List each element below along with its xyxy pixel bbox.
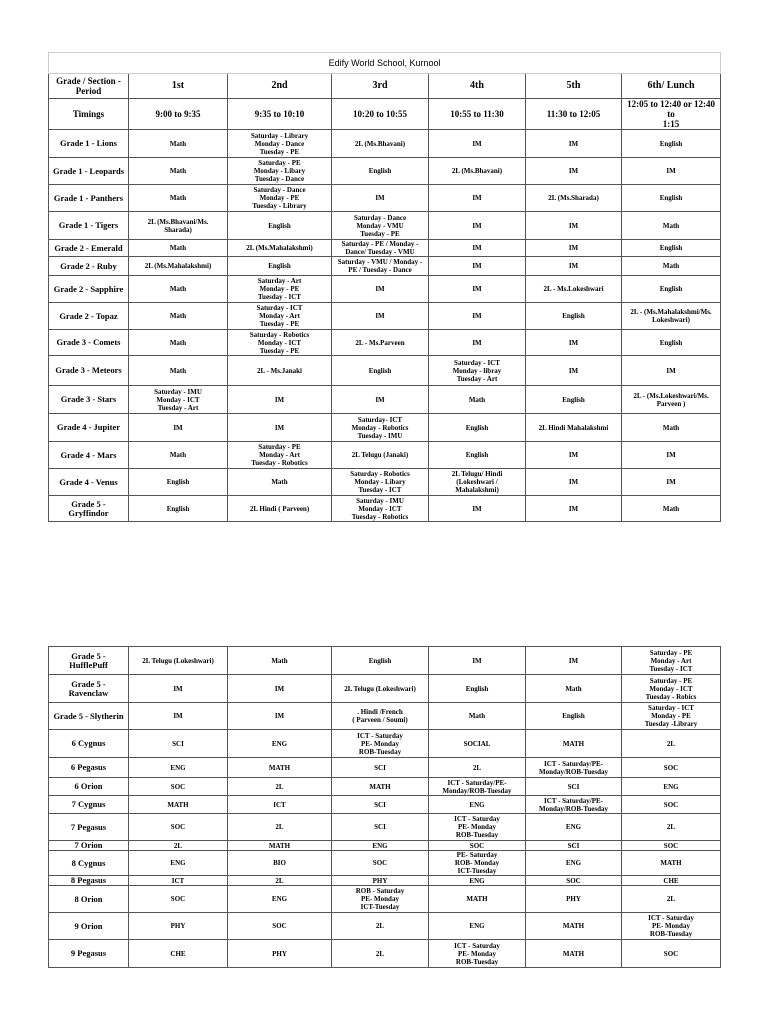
table-cell: 2L (Ms.Bhavani)	[332, 130, 429, 158]
table-cell: 2L	[228, 814, 332, 841]
table-cell: 2L	[129, 841, 228, 851]
table-cell: IM	[332, 303, 429, 330]
table-cell: IM	[429, 257, 526, 276]
table-row	[49, 796, 721, 814]
table-row	[49, 356, 721, 386]
timings-cell: 10:20 to 10:55	[332, 99, 429, 130]
row-header-cell: Grade 3 - Stars	[49, 386, 129, 414]
table-cell: MATH	[622, 851, 721, 876]
table-cell: English	[429, 442, 526, 469]
table-cell: English	[228, 257, 332, 276]
table-cell: IM	[429, 130, 526, 158]
table-cell: Saturday - PE Monday - Libary Tuesday - Dance	[228, 158, 332, 185]
table-cell: Saturday - IMU Monday - ICT Tuesday - Art	[129, 386, 228, 414]
table-cell: SOC	[228, 913, 332, 940]
table-cell: PHY	[228, 940, 332, 968]
timetable-table-2	[48, 646, 721, 968]
header-cell: 4th	[429, 74, 526, 99]
table-cell: 2L Telugu (Lokeshwari)	[332, 675, 429, 703]
table-cell: IM	[129, 414, 228, 442]
table-cell: English	[622, 276, 721, 303]
table-cell: MATH	[526, 730, 622, 758]
table-row	[49, 851, 721, 876]
header-cell: 2nd	[228, 74, 332, 99]
timetable-2-body	[49, 647, 721, 968]
table-cell: English	[526, 703, 622, 730]
table-cell: English	[526, 386, 622, 414]
table-cell: Saturday - Robotics Monday - Libary Tuesday - ICT	[332, 469, 429, 496]
table-cell: Math	[429, 386, 526, 414]
table-cell: IM	[526, 496, 622, 522]
table-cell: ICT - Saturday/PE- Monday/ROB-Tuesday	[526, 796, 622, 814]
table-cell: Saturday - Dance Monday - PE Tuesday - Library	[228, 185, 332, 212]
table-cell: MATH	[129, 796, 228, 814]
table-cell: IM	[429, 496, 526, 522]
table-cell: ICT - Saturday PE- Monday ROB-Tuesday	[429, 814, 526, 841]
table-cell: ENG	[429, 913, 526, 940]
table-cell: . Hindi /French ( Parveen / Soumi)	[332, 703, 429, 730]
row-header-cell: Grade 5 - Gryffindor	[49, 496, 129, 522]
table-cell: Math	[129, 330, 228, 356]
table-cell: English	[429, 414, 526, 442]
table-cell: ENG	[526, 814, 622, 841]
table-cell: 2L (Ms.Mahalakshmi)	[129, 257, 228, 276]
row-header-cell: Grade 1 - Lions	[49, 130, 129, 158]
table-cell: 2L Telugu (Janaki)	[332, 442, 429, 469]
table-cell: MATH	[526, 913, 622, 940]
table-cell: Saturday - Library Monday - Dance Tuesday - PE	[228, 130, 332, 158]
table-cell: IM	[429, 212, 526, 240]
table-cell: Saturday - ICT Monday - Art Tuesday - PE	[228, 303, 332, 330]
header-cell: 5th	[526, 74, 622, 99]
table-cell: SOCIAL	[429, 730, 526, 758]
table-row	[49, 257, 721, 276]
table-cell: ENG	[228, 886, 332, 913]
table-row	[49, 185, 721, 212]
timings-cell: 9:00 to 9:35	[129, 99, 228, 130]
table-cell: SCI	[526, 778, 622, 796]
table-cell: IM	[429, 330, 526, 356]
table-cell: 2L	[332, 913, 429, 940]
table-row	[49, 647, 721, 675]
row-header-cell: 9 Pegasus	[49, 940, 129, 968]
row-header-cell: Grade 4 - Jupiter	[49, 414, 129, 442]
table-row	[49, 913, 721, 940]
table-cell: Math	[228, 469, 332, 496]
table-row	[49, 876, 721, 886]
row-header-cell: Grade 3 - Comets	[49, 330, 129, 356]
table-row	[49, 940, 721, 968]
table-cell: IM	[228, 414, 332, 442]
table-cell: Math	[129, 185, 228, 212]
table-cell: Saturday - PE / Monday - Dance/ Tuesday - VMU	[332, 240, 429, 257]
table-cell: IM	[129, 703, 228, 730]
table-cell: IM	[526, 330, 622, 356]
table-cell: ENG	[526, 851, 622, 876]
table-cell: SOC	[622, 841, 721, 851]
row-header-cell: 6 Pegasus	[49, 758, 129, 778]
table-row	[49, 841, 721, 851]
table-cell: Saturday - ICT Monday - libray Tuesday - Art	[429, 356, 526, 386]
table-row	[49, 240, 721, 257]
table-cell: IM	[332, 276, 429, 303]
header-cell: 3rd	[332, 74, 429, 99]
row-header-cell: Grade 5 - Slytherin	[49, 703, 129, 730]
table-cell: Saturday - ICT Monday - PE Tuesday -Library	[622, 703, 721, 730]
table-cell: PE- Saturday ROB- Monday ICT-Tuesday	[429, 851, 526, 876]
table-cell: Math	[622, 496, 721, 522]
table-cell: 2L Hindi Mahalakshmi	[526, 414, 622, 442]
table-cell: 2L Telugu (Lokeshwari)	[129, 647, 228, 675]
row-header-cell: Grade 2 - Topaz	[49, 303, 129, 330]
table-cell: SOC	[622, 796, 721, 814]
table-cell: Math	[622, 414, 721, 442]
table-cell: ROB - Saturday PE- Monday ICT-Tuesday	[332, 886, 429, 913]
timings-cell: 9:35 to 10:10	[228, 99, 332, 130]
table-cell: Math	[129, 356, 228, 386]
table-row	[49, 158, 721, 185]
row-header-cell: 8 Pegasus	[49, 876, 129, 886]
table-cell: IM	[429, 276, 526, 303]
table-cell: IM	[526, 130, 622, 158]
table-cell: Saturday - PE Monday - ICT Tuesday - Robics	[622, 675, 721, 703]
table-cell: English	[526, 303, 622, 330]
table-cell: IM	[526, 647, 622, 675]
table-cell: English	[332, 158, 429, 185]
row-header-cell: 7 Pegasus	[49, 814, 129, 841]
school-title: Edify World School, Kurnool	[49, 53, 721, 74]
table-row	[49, 469, 721, 496]
title-row	[49, 53, 721, 74]
table-cell: IM	[526, 257, 622, 276]
table-cell: English	[622, 185, 721, 212]
row-header-cell: Grade 2 - Ruby	[49, 257, 129, 276]
table-cell: PHY	[129, 913, 228, 940]
table-cell: IM	[526, 442, 622, 469]
table-row	[49, 730, 721, 758]
table-cell: ENG	[332, 841, 429, 851]
table-cell: IM	[526, 212, 622, 240]
table-cell: Math	[622, 257, 721, 276]
table-row	[49, 130, 721, 158]
row-header-cell: 6 Orion	[49, 778, 129, 796]
table-cell: SCI	[332, 758, 429, 778]
table-cell: 2L (Ms.Bhavani/Ms. Sharada)	[129, 212, 228, 240]
timings-cell: 11:30 to 12:05	[526, 99, 622, 130]
table-cell: English	[622, 240, 721, 257]
table-cell: PHY	[526, 886, 622, 913]
table-cell: ICT - Saturday/PE- Monday/ROB-Tuesday	[429, 778, 526, 796]
table-cell: Math	[129, 303, 228, 330]
table-cell: Math	[429, 703, 526, 730]
table-cell: 2L (Ms.Bhavani)	[429, 158, 526, 185]
table-row	[49, 276, 721, 303]
table-cell: SOC	[622, 940, 721, 968]
table-cell: SOC	[622, 758, 721, 778]
table-cell: MATH	[526, 940, 622, 968]
row-header-cell: Grade 2 - Emerald	[49, 240, 129, 257]
table-cell: 2L	[622, 814, 721, 841]
table-cell: 2L	[228, 778, 332, 796]
table-row	[49, 886, 721, 913]
table-cell: SOC	[129, 814, 228, 841]
table-cell: SOC	[526, 876, 622, 886]
table-cell: ICT - Saturday PE- Monday ROB-Tuesday	[429, 940, 526, 968]
table-row	[49, 703, 721, 730]
table-cell: English	[332, 647, 429, 675]
row-header-cell: Grade 5 - HufflePuff	[49, 647, 129, 675]
timings-row	[49, 99, 721, 130]
table-cell: 2L (Ms.Sharada)	[526, 185, 622, 212]
table-cell: 2L	[332, 940, 429, 968]
row-header-cell: Grade 1 - Panthers	[49, 185, 129, 212]
table-cell: ENG	[129, 758, 228, 778]
table-cell: IM	[429, 185, 526, 212]
table-cell: ENG	[622, 778, 721, 796]
table-cell: English	[228, 212, 332, 240]
table-cell: Saturday - PE Monday - Art Tuesday - Robotics	[228, 442, 332, 469]
timings-cell: 10:55 to 11:30	[429, 99, 526, 130]
table-cell: 2L	[622, 886, 721, 913]
table-cell: SCI	[526, 841, 622, 851]
table-cell: ENG	[129, 851, 228, 876]
row-header-cell: Grade 4 - Venus	[49, 469, 129, 496]
table-cell: SCI	[332, 796, 429, 814]
table-cell: Saturday - IMU Monday - ICT Tuesday - Robotics	[332, 496, 429, 522]
row-header-cell: Grade 1 - Leopards	[49, 158, 129, 185]
table-cell: English	[129, 496, 228, 522]
table-cell: ICT	[129, 876, 228, 886]
table-cell: Saturday - PE Monday - Art Tuesday - ICT	[622, 647, 721, 675]
table-cell: Saturday- ICT Monday - Robotics Tuesday - IMU	[332, 414, 429, 442]
table-cell: SCI	[332, 814, 429, 841]
table-cell: IM	[129, 675, 228, 703]
table-cell: 2L	[429, 758, 526, 778]
row-header-cell: Grade 1 - Tigers	[49, 212, 129, 240]
table-cell: English	[622, 330, 721, 356]
table-cell: IM	[526, 469, 622, 496]
row-header-cell: 7 Cygnus	[49, 796, 129, 814]
table-cell: 2L - Ms.Lokeshwari	[526, 276, 622, 303]
table-cell: ICT	[228, 796, 332, 814]
table-cell: English	[622, 130, 721, 158]
table-cell: ICT - Saturday/PE- Monday/ROB-Tuesday	[526, 758, 622, 778]
table-cell: Math	[228, 647, 332, 675]
table-cell: IM	[228, 386, 332, 414]
table-cell: 2L	[228, 876, 332, 886]
header-cell: 6th/ Lunch	[622, 74, 721, 99]
table-cell: SCI	[129, 730, 228, 758]
table-row	[49, 675, 721, 703]
table-cell: MATH	[228, 841, 332, 851]
table-cell: ENG	[429, 876, 526, 886]
table-cell: English	[429, 675, 526, 703]
table-cell: IM	[228, 675, 332, 703]
period-header-row	[49, 74, 721, 99]
table-cell: 2L Hindi ( Parveen)	[228, 496, 332, 522]
table-cell: IM	[332, 185, 429, 212]
table-row	[49, 386, 721, 414]
table-cell: Saturday - Art Monday - PE Tuesday - ICT	[228, 276, 332, 303]
row-header-cell: 8 Orion	[49, 886, 129, 913]
table-cell: BIO	[228, 851, 332, 876]
table-cell: IM	[622, 442, 721, 469]
row-header-cell: 7 Orion	[49, 841, 129, 851]
table-row	[49, 303, 721, 330]
table-cell: 2L Telugu/ Hindi (Lokeshwari / Mahalakshmi)	[429, 469, 526, 496]
table-row	[49, 414, 721, 442]
table-row	[49, 814, 721, 841]
row-header-cell: 6 Cygnus	[49, 730, 129, 758]
row-header-cell: Grade 3 - Meteors	[49, 356, 129, 386]
table-cell: IM	[622, 469, 721, 496]
table-cell: ICT - Saturday PE- Monday ROB-Tuesday	[332, 730, 429, 758]
table-cell: IM	[526, 158, 622, 185]
table-cell: 2L (Ms.Mahalakshmi)	[228, 240, 332, 257]
table-cell: Saturday - Robotics Monday - ICT Tuesday - PE	[228, 330, 332, 356]
row-header-cell: Grade 5 - Ravenclaw	[49, 675, 129, 703]
table-cell: 2L	[622, 730, 721, 758]
table-row	[49, 442, 721, 469]
row-header-cell: Grade 4 - Mars	[49, 442, 129, 469]
timings-cell: 12:05 to 12:40 or 12:40 to 1:15	[622, 99, 721, 130]
table-cell: IM	[429, 647, 526, 675]
table-row	[49, 330, 721, 356]
table-cell: ENG	[228, 730, 332, 758]
table-cell: Saturday - Dance Monday - VMU Tuesday - PE	[332, 212, 429, 240]
table-cell: SOC	[332, 851, 429, 876]
table-row	[49, 496, 721, 522]
table-cell: MATH	[332, 778, 429, 796]
table-cell: Math	[622, 212, 721, 240]
timings-cell: Timings	[49, 99, 129, 130]
table-cell: CHE	[622, 876, 721, 886]
table-cell: CHE	[129, 940, 228, 968]
table-cell: PHY	[332, 876, 429, 886]
table-cell: SOC	[429, 841, 526, 851]
table-cell: Math	[129, 130, 228, 158]
table-cell: Math	[129, 276, 228, 303]
table-row	[49, 212, 721, 240]
table-cell: 2L - Ms.Parveen	[332, 330, 429, 356]
header-cell: Grade / Section - Period	[49, 74, 129, 99]
row-header-cell: 8 Cygnus	[49, 851, 129, 876]
timetable-1-body	[49, 53, 721, 522]
table-cell: ENG	[429, 796, 526, 814]
table-cell: MATH	[429, 886, 526, 913]
table-cell: IM	[332, 386, 429, 414]
table-cell: ICT - Saturday PE- Monday ROB-Tuesday	[622, 913, 721, 940]
table-cell: SOC	[129, 778, 228, 796]
timetable-table-1	[48, 52, 721, 522]
table-cell: IM	[526, 240, 622, 257]
table-cell: IM	[429, 240, 526, 257]
table-cell: 2L - (Ms.Mahalakshmi/Ms. Lokeshwari)	[622, 303, 721, 330]
table-cell: English	[332, 356, 429, 386]
table-cell: Saturday - VMU / Monday - PE / Tuesday - Dance	[332, 257, 429, 276]
table-cell: English	[129, 469, 228, 496]
table-cell: IM	[526, 356, 622, 386]
row-header-cell: Grade 2 - Sapphire	[49, 276, 129, 303]
table-cell: IM	[429, 303, 526, 330]
table-row	[49, 778, 721, 796]
table-cell: Math	[129, 442, 228, 469]
table-cell: MATH	[228, 758, 332, 778]
table-cell: SOC	[129, 886, 228, 913]
table-cell: IM	[622, 158, 721, 185]
table-cell: 2L - (Ms.Lokeshwari/Ms. Parveen )	[622, 386, 721, 414]
table-row	[49, 758, 721, 778]
table-cell: Math	[129, 240, 228, 257]
header-cell: 1st	[129, 74, 228, 99]
table-cell: Math	[526, 675, 622, 703]
table-cell: Math	[129, 158, 228, 185]
table-cell: IM	[622, 356, 721, 386]
table-cell: IM	[228, 703, 332, 730]
table-cell: 2L - Ms.Janaki	[228, 356, 332, 386]
row-header-cell: 9 Orion	[49, 913, 129, 940]
